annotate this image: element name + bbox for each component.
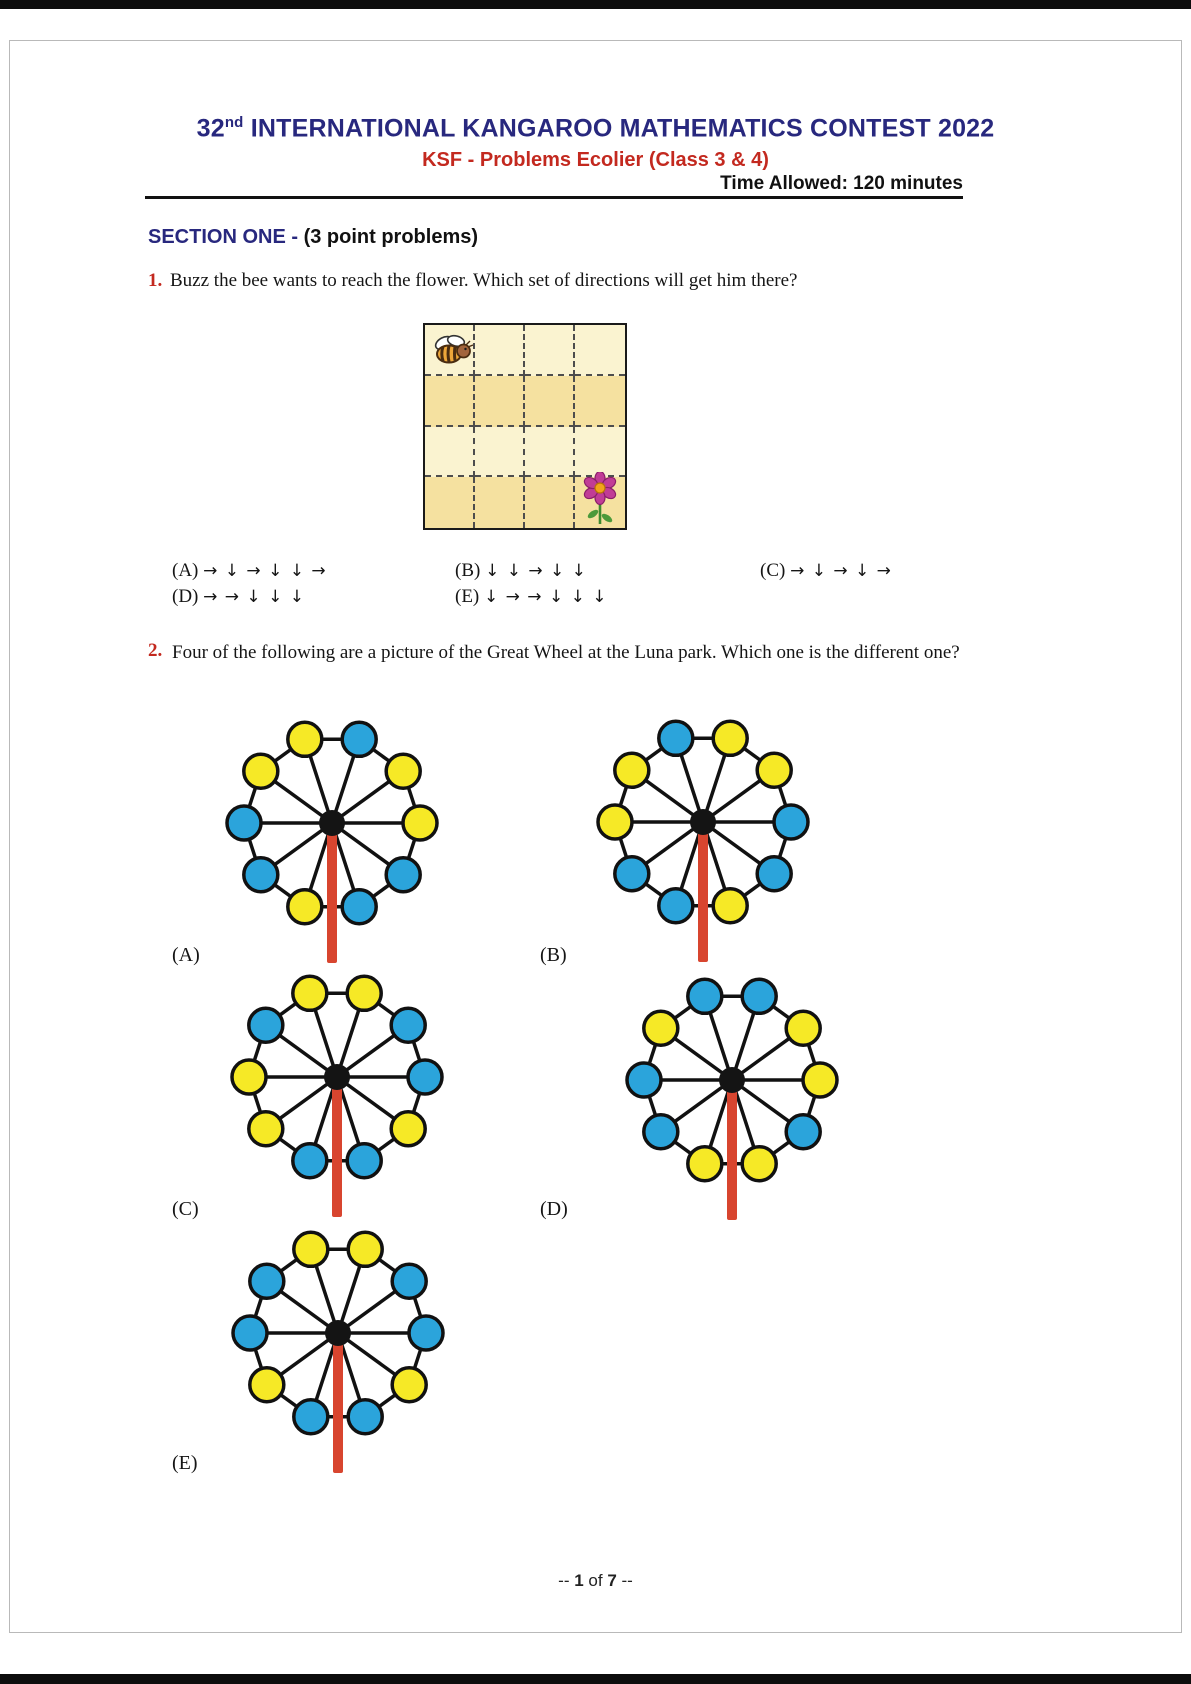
grid-cell [475, 376, 525, 427]
q2-option-label-a: (A) [172, 944, 200, 966]
grid-cell [425, 376, 475, 427]
q1-option-b-arrows: ↓ ↓ → ↓ ↓ [485, 561, 587, 581]
q1-option-a-arrows: → ↓ → ↓ ↓ → [203, 561, 327, 581]
grid-cell [525, 427, 575, 478]
question1-number: 1. [148, 270, 163, 291]
q1-option-c [760, 560, 892, 582]
ferris-wheel-d [612, 975, 852, 1225]
grid-cell [525, 376, 575, 427]
header-rule [145, 196, 963, 199]
q1-option-a [172, 560, 327, 582]
contest-title: 32nd INTERNATIONAL KANGAROO MATHEMATICS CONTEST 2022 [196, 114, 995, 143]
contest-subtitle: KSF - Problems Ecolier (Class 3 & 4) [422, 149, 769, 171]
q1-option-e [455, 586, 608, 608]
grid-cell [575, 376, 625, 427]
q1-option-d-arrows: → → ↓ ↓ ↓ [203, 587, 305, 607]
ferris-wheel-c [217, 972, 457, 1222]
section-heading [148, 226, 478, 249]
scan-artifact-top-bar [0, 0, 1191, 9]
q1-option-c-label: (C) [760, 560, 786, 581]
q2-option-label-c: (C) [172, 1198, 199, 1220]
q1-option-d-label: (D) [172, 586, 199, 607]
q1-option-b [455, 560, 587, 582]
q1-option-b-label: (B) [455, 560, 481, 581]
section-heading-points: (3 point problems) [303, 226, 479, 248]
grid-cell [425, 427, 475, 478]
bee-icon [430, 332, 474, 366]
q1-grid [423, 323, 627, 530]
scan-artifact-bottom-bar [0, 1674, 1191, 1684]
q2-option-label-e: (E) [172, 1452, 198, 1474]
time-allowed: Time Allowed: 120 minutes [720, 173, 963, 194]
grid-cell [575, 427, 625, 478]
flower-icon [582, 472, 618, 526]
grid-cell [525, 325, 575, 376]
grid-cell [575, 325, 625, 376]
grid-cell [475, 325, 525, 376]
q1-option-c-arrows: → ↓ → ↓ → [790, 561, 892, 581]
grid-cell [425, 477, 475, 528]
page-number: -- 1 of 7 -- [558, 1571, 633, 1590]
q1-option-d [172, 586, 305, 608]
grid-cell [475, 477, 525, 528]
grid-cell [525, 477, 575, 528]
q1-option-a-label: (A) [172, 560, 199, 581]
q1-option-e-arrows: ↓ → → ↓ ↓ ↓ [484, 587, 608, 607]
section-heading-name: SECTION ONE - [148, 226, 304, 248]
question2-number: 2. [148, 640, 163, 661]
question2-text: Four of the following are a picture of the Great Wheel at the Luna park. Which one is the different one? [172, 642, 960, 663]
q2-option-label-d: (D) [540, 1198, 568, 1220]
ferris-wheel-a [212, 718, 452, 968]
question1-text: Buzz the bee wants to reach the flower. Which set of directions will get him there? [170, 270, 798, 291]
ferris-wheel-e [218, 1228, 458, 1478]
q1-option-e-label: (E) [455, 586, 480, 607]
ferris-wheel-b [583, 717, 823, 967]
q2-option-label-b: (B) [540, 944, 567, 966]
grid-cell [475, 427, 525, 478]
